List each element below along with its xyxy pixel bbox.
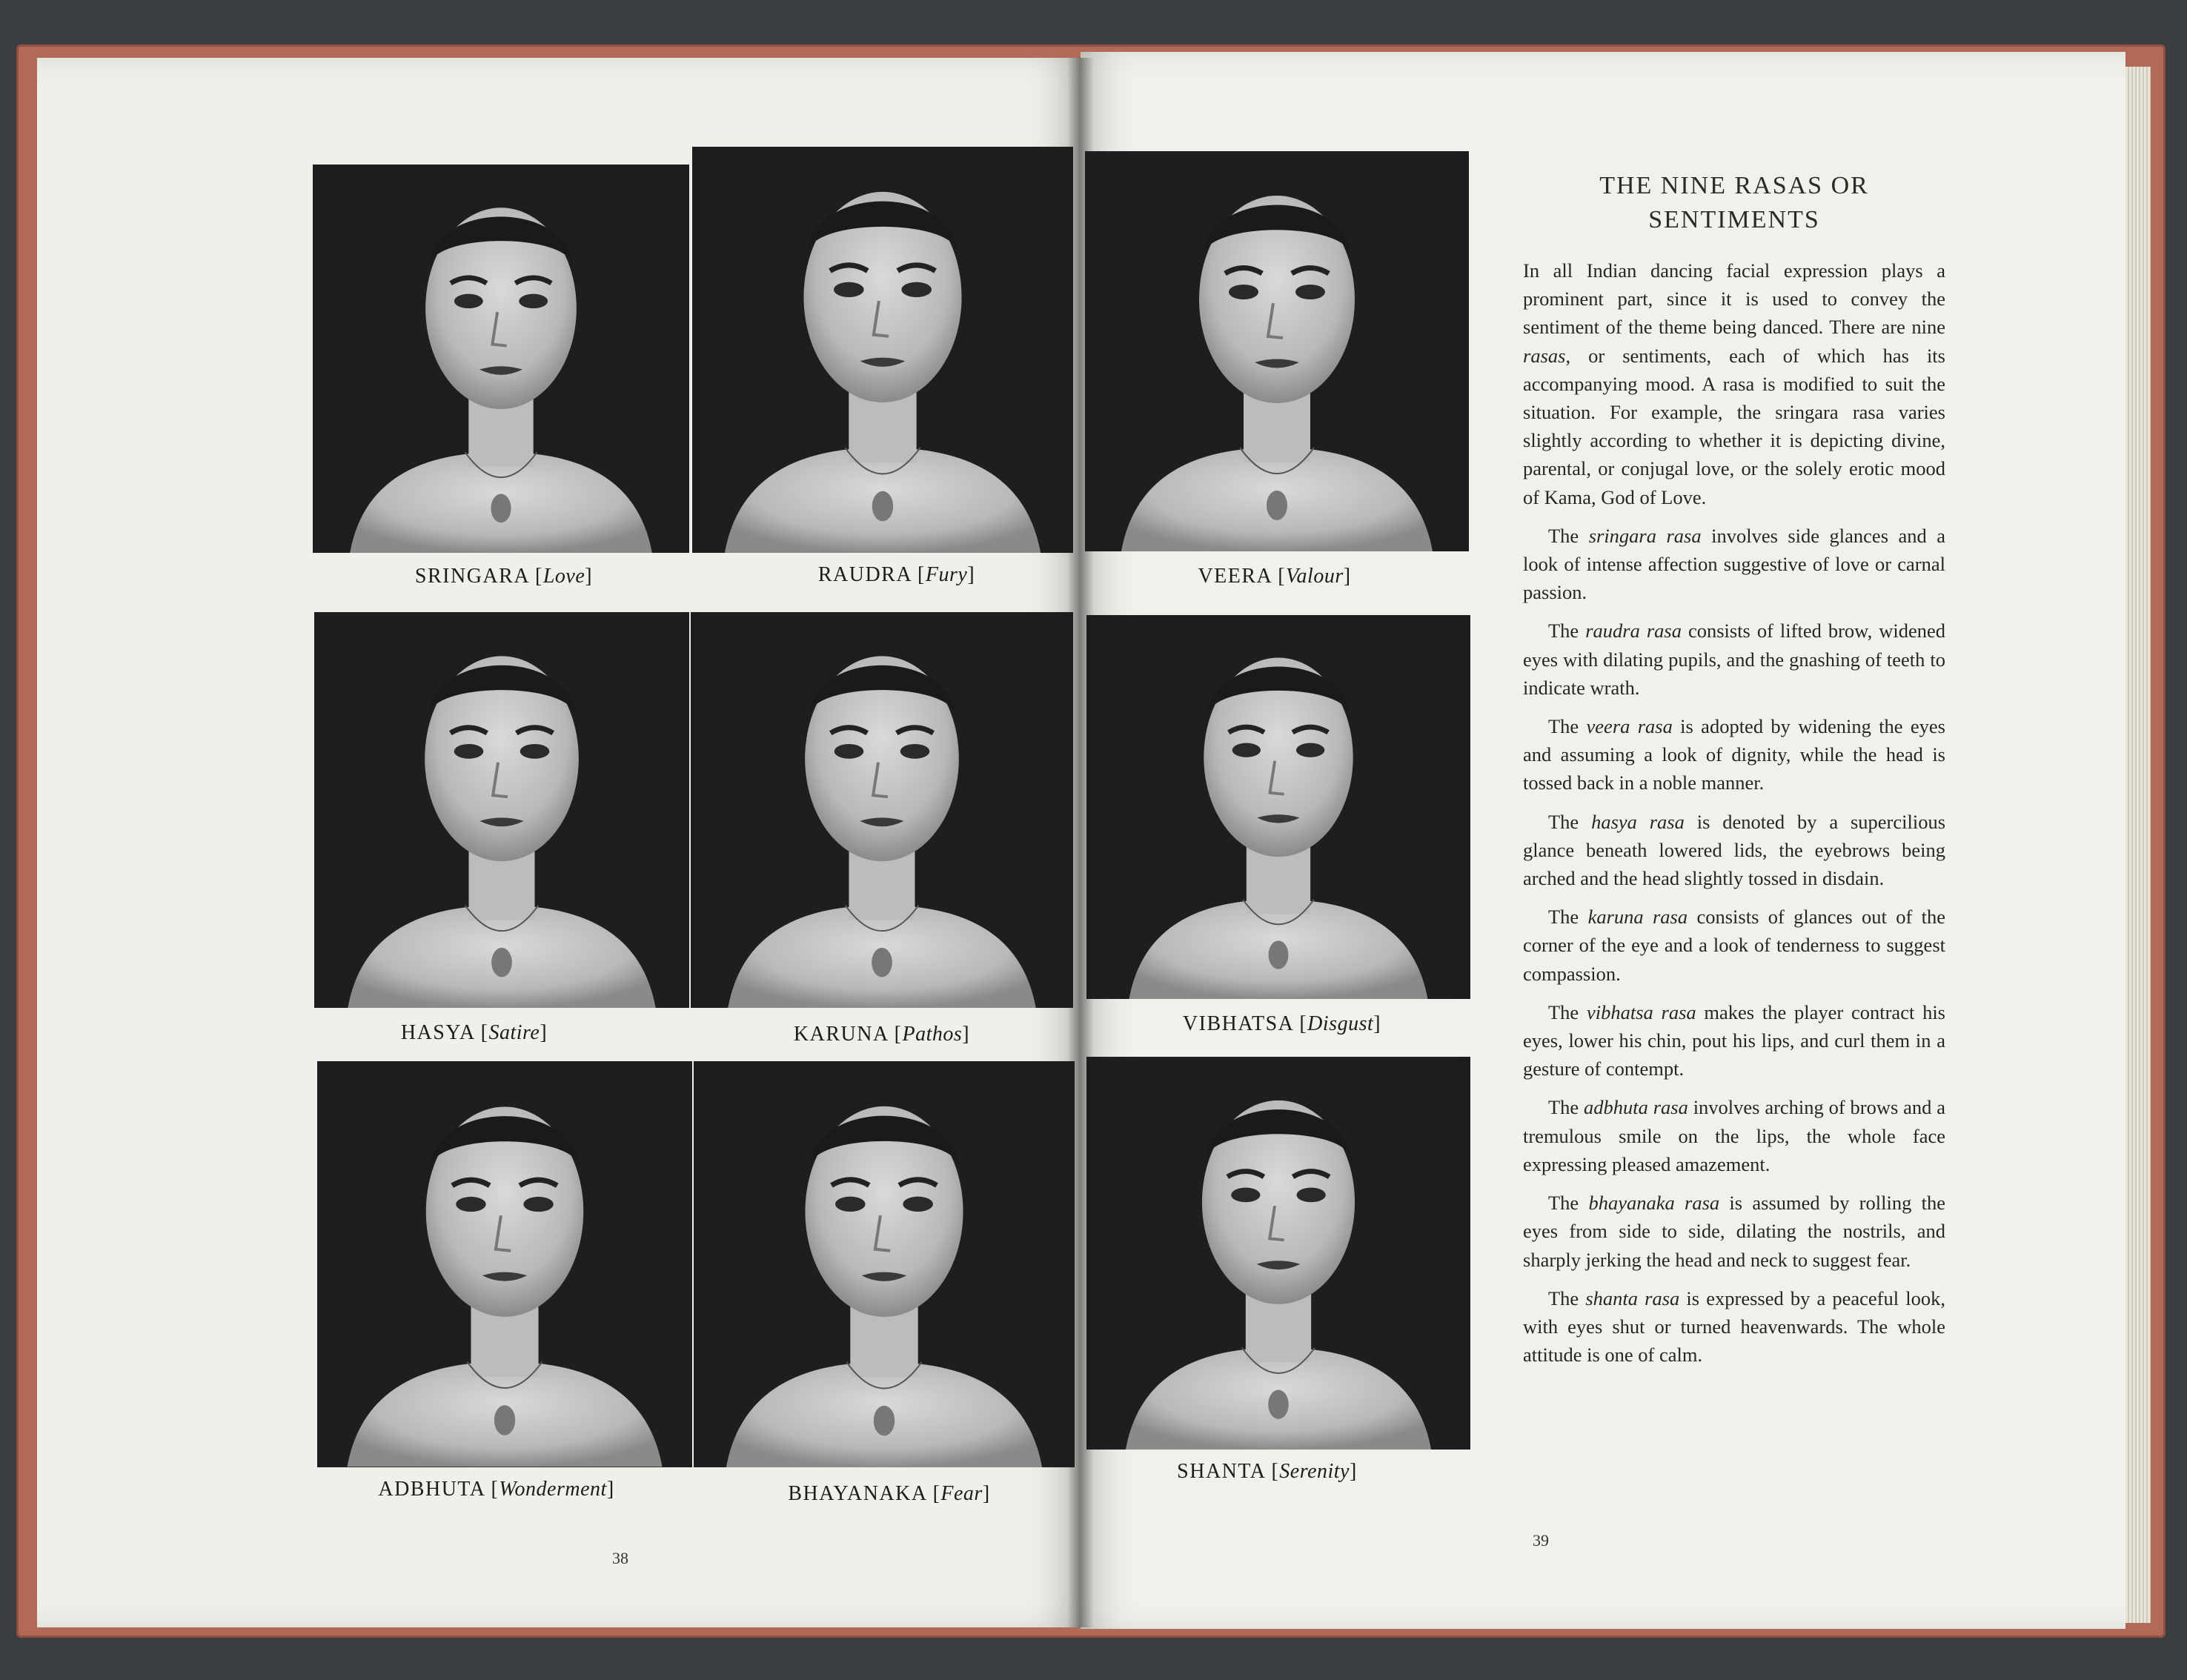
portrait-image	[313, 165, 689, 553]
article-body	[1523, 256, 1945, 1379]
paragraph-intro: In all Indian dancing facial expression plays a prominent part, since it is used to convey the sentiment of the theme being danced. There are nine rasas, or sentiments, each of which has its accompanying mood. A rasa is modified to suit the situation. For example, the sringara rasa varies slightly according to whether it is depicting divine, parental, or conjugal love, or the solely erotic mood of Kama, God of Love.	[1523, 259, 1945, 508]
page-edges	[2125, 67, 2151, 1623]
portrait-image	[314, 612, 689, 1008]
paragraph-shanta: The shanta rasa is expressed by a peaceful look, with eyes shut or turned heavenwards. The whole attitude is one of calm.	[1523, 1286, 1945, 1367]
photo-veera	[1085, 151, 1469, 551]
portrait-image	[317, 1061, 692, 1467]
photo-vibhatsa	[1086, 615, 1470, 999]
paragraph-vibhatsa: The vibhatsa rasa makes the player contract his eyes, lower his chin, pout his lips, and curl them in a gesture of contempt.	[1523, 1000, 1945, 1080]
paragraph-raudra: The raudra rasa consists of lifted brow, widened eyes with dilating pupils, and the gnashing of teeth to indicate wrath.	[1523, 620, 1945, 699]
caption-vibhatsa: VIBHATSA [Disgust]	[1182, 1012, 1382, 1035]
photo-sringara	[313, 165, 689, 553]
caption-sringara: SRINGARA [Love]	[414, 565, 594, 588]
caption-bhayanaka: BHAYANAKA [Fear]	[788, 1482, 991, 1505]
photo-shanta	[1086, 1057, 1470, 1450]
portrait-image	[1086, 615, 1470, 999]
photo-hasya	[314, 612, 689, 1008]
paragraph-adbhuta: The adbhuta rasa involves arching of brows and a tremulous smile on the lips, the whole face expressing pleased amazement.	[1523, 1096, 1945, 1175]
photo-karuna	[691, 612, 1073, 1008]
caption-hasya: HASYA [Satire]	[400, 1021, 548, 1044]
portrait-image	[691, 612, 1073, 1008]
page-title	[1527, 169, 1942, 237]
portrait-image	[1086, 1057, 1470, 1450]
photo-raudra	[692, 147, 1073, 553]
paragraph-hasya: The hasya rasa is denoted by a supercilious glance beneath lowered lids, the eyebrows being arched and the head slightly tossed in disdain.	[1523, 810, 1946, 890]
photo-adbhuta	[317, 1061, 692, 1467]
caption-karuna: KARUNA [Pathos]	[793, 1023, 971, 1046]
caption-shanta: SHANTA [Serenity]	[1177, 1460, 1358, 1483]
paragraph-karuna: The karuna rasa consists of glances out of the corner of the eye and a look of tenderness to suggest compassion.	[1523, 906, 1946, 985]
photo-bhayanaka	[694, 1061, 1075, 1467]
title-line-2: SENTIMENTS	[1648, 206, 1820, 233]
paragraph-veera: The veera rasa is adopted by widening the eyes and assuming a look of dignity, while the head is tossed back in a noble manner.	[1523, 715, 1945, 794]
page-number-left: 38	[612, 1549, 628, 1567]
paragraph-bhayanaka: The bhayanaka rasa is assumed by rolling the eyes from side to side, dilating the nostrils, and sharply jerking the head and neck to suggest fear.	[1523, 1192, 1945, 1271]
caption-adbhuta: ADBHUTA [Wonderment]	[378, 1478, 615, 1501]
title-line-1: THE NINE RASAS OR	[1599, 172, 1869, 199]
paragraph-sringara: The sringara rasa involves side glances and a look of intense affection suggestive of love or carnal passion.	[1523, 524, 1945, 604]
page-number-right: 39	[1533, 1531, 1549, 1550]
portrait-image	[692, 147, 1073, 553]
caption-raudra: RAUDRA [Fury]	[817, 563, 976, 586]
portrait-image	[694, 1061, 1075, 1467]
caption-veera: VEERA [Valour]	[1198, 565, 1352, 588]
portrait-image	[1085, 151, 1469, 551]
